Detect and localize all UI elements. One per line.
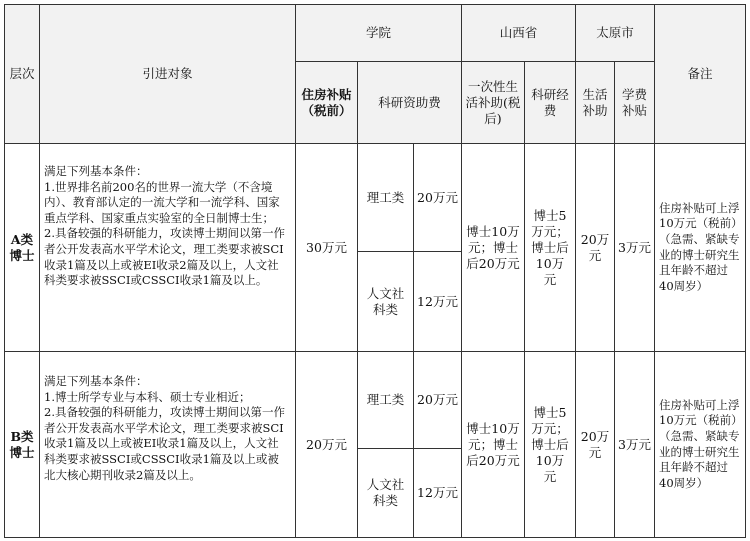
- row-a-requirements: 满足下列基本条件： 1.世界排名前200名的世界一流大学（不含境内）、教育部认定的一流大学和一流学科、国家重点学科、国家重点实验室的全日制博士生； 2.具备较强的科研能力，攻读博士期间以第一作者公开发表高水平学术论文，理工类要求被SCI收录1篇及以上或被EI收录2篇及以上，人文社科类要求被SSCI或CSSCI收录1篇及以上。: [39, 143, 296, 352]
- row-a-remark: 住房补贴可上浮10万元（税前）（急需、紧缺专业的博士研究生且年龄不超过40周岁）: [654, 143, 746, 352]
- row-b-research-amount-1: 20万元: [413, 351, 462, 449]
- row-a-research-amount-1: 20万元: [413, 143, 462, 252]
- row-b-research-amount-2: 12万元: [413, 448, 462, 538]
- row-a-level: A类博士: [4, 143, 40, 352]
- header-one-time-subsidy: 一次性生活补助(税后): [461, 61, 525, 144]
- header-research-funding: 科研资助费: [357, 61, 462, 144]
- row-a-living: 20万元: [575, 143, 615, 352]
- row-b-research-fund: 博士5万元；博士后10万元: [524, 351, 576, 538]
- row-a-research-category-1: 理工类: [357, 143, 414, 252]
- header-college: 学院: [295, 4, 462, 62]
- row-b-tuition: 3万元: [614, 351, 655, 538]
- row-b-research-category-2: 人文社科类: [357, 448, 414, 538]
- row-b-housing: 20万元: [295, 351, 358, 538]
- header-province: 山西省: [461, 4, 576, 62]
- header-remarks: 备注: [654, 4, 746, 144]
- row-b-one-time: 博士10万元；博士后20万元: [461, 351, 525, 538]
- header-level: 层次: [4, 4, 40, 144]
- row-a-research-category-2: 人文社科类: [357, 251, 414, 352]
- row-b-requirements: 满足下列基本条件： 1.博士所学专业与本科、硕士专业相近； 2.具备较强的科研能力，攻读博士期间以第一作者公开发表高水平学术论文，理工类要求被SCI收录1篇及以上或被EI收录1篇及以上，人文社科类要求被SSCI或CSSCI收录1篇及以上或被北大核心期刊收录2篇及以上。: [39, 351, 296, 538]
- row-b-research-category-1: 理工类: [357, 351, 414, 449]
- header-city: 太原市: [575, 4, 655, 62]
- row-b-level: B类博士: [4, 351, 40, 538]
- header-tuition-subsidy: 学费补贴: [614, 61, 655, 144]
- header-living-subsidy: 生活补助: [575, 61, 615, 144]
- row-a-research-fund: 博士5万元；博士后10万元: [524, 143, 576, 352]
- header-research-fund: 科研经费: [524, 61, 576, 144]
- row-b-living: 20万元: [575, 351, 615, 538]
- row-a-tuition: 3万元: [614, 143, 655, 352]
- row-b-remark: 住房补贴可上浮10万元（税前）（急需、紧缺专业的博士研究生且年龄不超过40周岁）: [654, 351, 746, 538]
- row-a-housing: 30万元: [295, 143, 358, 352]
- header-target: 引进对象: [39, 4, 296, 144]
- row-a-one-time: 博士10万元；博士后20万元: [461, 143, 525, 352]
- header-housing-subsidy: 住房补贴（税前）: [295, 61, 358, 144]
- row-a-research-amount-2: 12万元: [413, 251, 462, 352]
